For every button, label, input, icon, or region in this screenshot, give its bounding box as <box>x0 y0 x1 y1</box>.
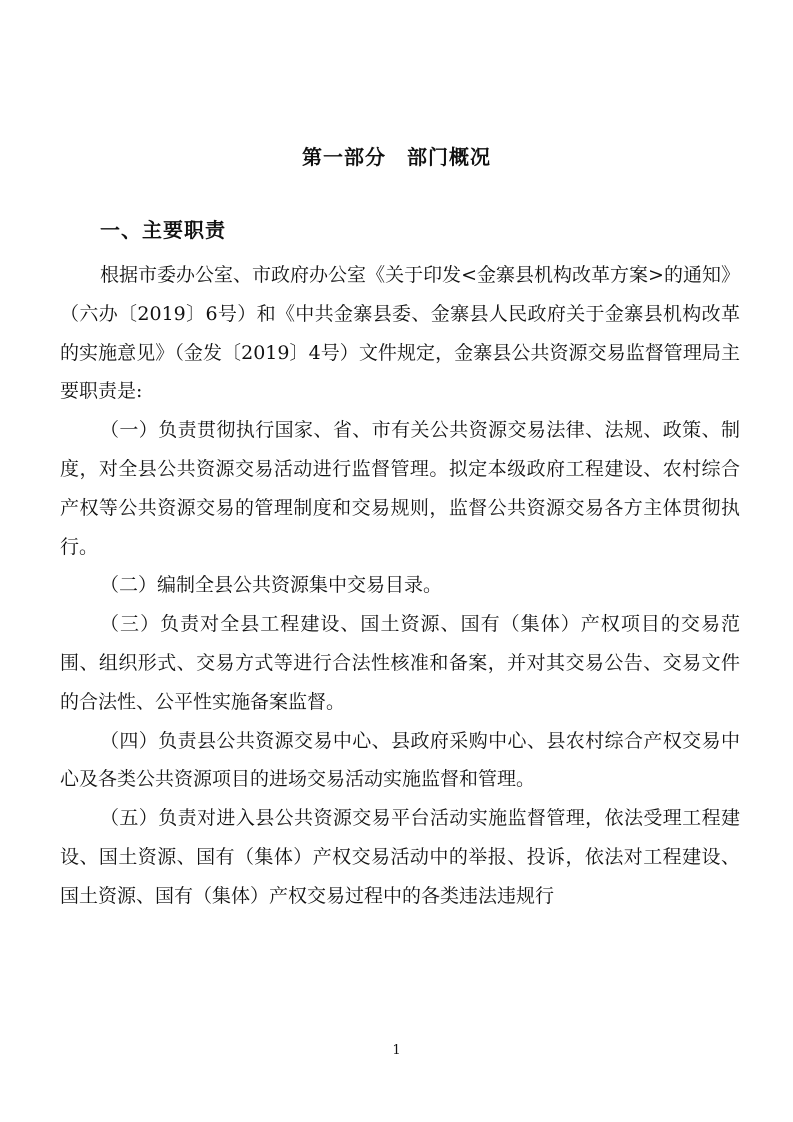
page-number: 1 <box>392 1043 401 1058</box>
paragraph-duty-4: （四）负责县公共资源交易中心、县政府采购中心、县农村综合产权交易中心及各类公共资源项目的进场交易活动实施监督和管理。 <box>60 729 740 791</box>
paragraph-intro: 根据市委办公室、市政府办公室《关于印发<金寨县机构改革方案>的通知》（六办〔2019〕6号）和《中共金寨县委、金寨县人民政府关于金寨县机构改革的实施意见》（金发〔2019〕4号）文件规定，金寨县公共资源交易监督管理局主要职责是: <box>60 264 740 403</box>
paragraph-duty-5: （五）负责对进入县公共资源交易平台活动实施监督管理，依法受理工程建设、国土资源、国有（集体）产权交易活动中的举报、投诉，依法对工程建设、国土资源、国有（集体）产权交易过程中的各类违法违规行 <box>60 807 740 907</box>
paragraph-duty-3: （三）负责对全县工程建设、国土资源、国有（集体）产权项目的交易范围、组织形式、交易方式等进行合法性核准和备案，并对其交易公告、交易文件的合法性、公平性实施备案监督。 <box>60 613 740 713</box>
paragraph-duty-1: （一）负责贯彻执行国家、省、市有关公共资源交易法律、法规、政策、制度，对全县公共资源交易活动进行监督管理。拟定本级政府工程建设、农村综合产权等公共资源交易的管理制度和交易规则，监督公共资源交易各方主体贯彻执行。 <box>60 419 740 558</box>
page-title: 第一部分 部门概况 <box>302 145 491 169</box>
section-heading: 一、主要职责 <box>100 218 226 242</box>
paragraph-duty-2: （二）编制全县公共资源集中交易目录。 <box>100 574 443 597</box>
document-body <box>60 256 740 916</box>
